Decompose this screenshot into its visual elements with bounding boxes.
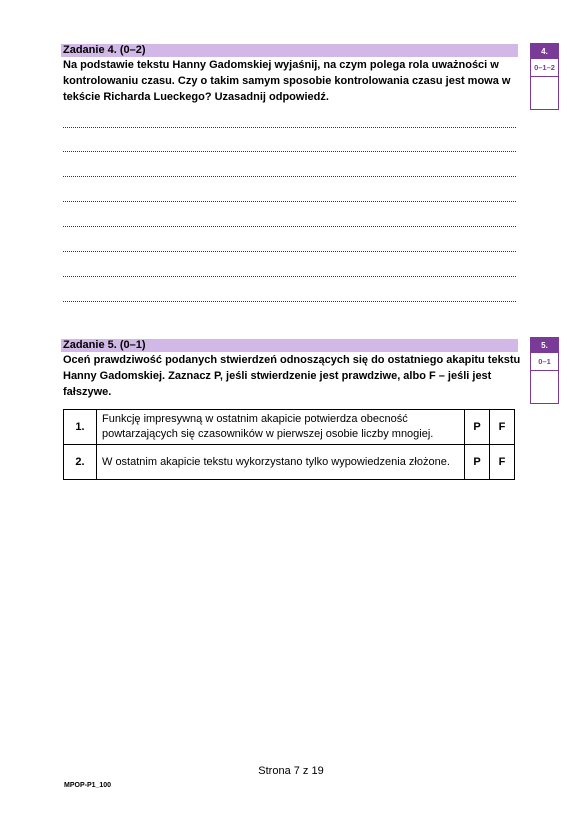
exam-code: MPOP-P1_100 [64,782,112,789]
answer-line[interactable] [63,176,516,177]
task4-score-number: 4. [531,44,558,59]
answer-line[interactable] [63,276,516,277]
task5-score-field[interactable] [531,371,558,404]
task5-score-range: 0–1 [531,353,558,371]
row-statement: Funkcję impresywną w ostatnim akapicie potwierdza obecność powtarzających się czasowników w pierwszej osobie liczby mnogiej. [97,410,465,445]
task4-header: Zadanie 4. (0–2) [61,44,518,57]
answer-line[interactable] [63,201,516,202]
answer-line[interactable] [63,301,516,302]
task4-prompt: Na podstawie tekstu Hanny Gadomskiej wyjaśnij, na czym polega rola uważności w kontrolowaniu czasu. Czy o takim samym sposobie kontrolowania czasu jest mowa w tekście Richarda Lueckego? Uzasadnij odpowiedź. [63,59,511,103]
false-option[interactable]: F [490,410,515,445]
true-option[interactable]: P [465,445,490,480]
row-number: 2. [64,445,97,480]
task5-header: Zadanie 5. (0–1) [61,339,518,352]
row-statement: W ostatnim akapicie tekstu wykorzystano tylko wypowiedzenia złożone. [97,445,465,480]
answer-line[interactable] [63,151,516,152]
table-row [64,445,515,480]
row-number: 1. [64,410,97,445]
page-number: Strona 7 z 19 [258,765,324,777]
true-option[interactable]: P [465,410,490,445]
task5-score-box [530,337,559,404]
true-false-table [63,409,515,480]
task4-score-range: 0–1–2 [531,59,558,77]
false-option[interactable]: F [490,445,515,480]
task4-score-field[interactable] [531,77,558,110]
task5-prompt: Oceń prawdziwość podanych stwierdzeń odnoszących się do ostatniego akapitu tekstu Hanny Gadomskiej. Zaznacz P, jeśli stwierdzenie jest prawdziwe, albo F – jeśli jest fałszywe. [63,354,521,398]
answer-line[interactable] [63,127,516,128]
answer-line[interactable] [63,251,516,252]
task5-score-number: 5. [531,338,558,353]
table-row [64,410,515,445]
task4-score-box [530,43,559,110]
answer-line[interactable] [63,226,516,227]
